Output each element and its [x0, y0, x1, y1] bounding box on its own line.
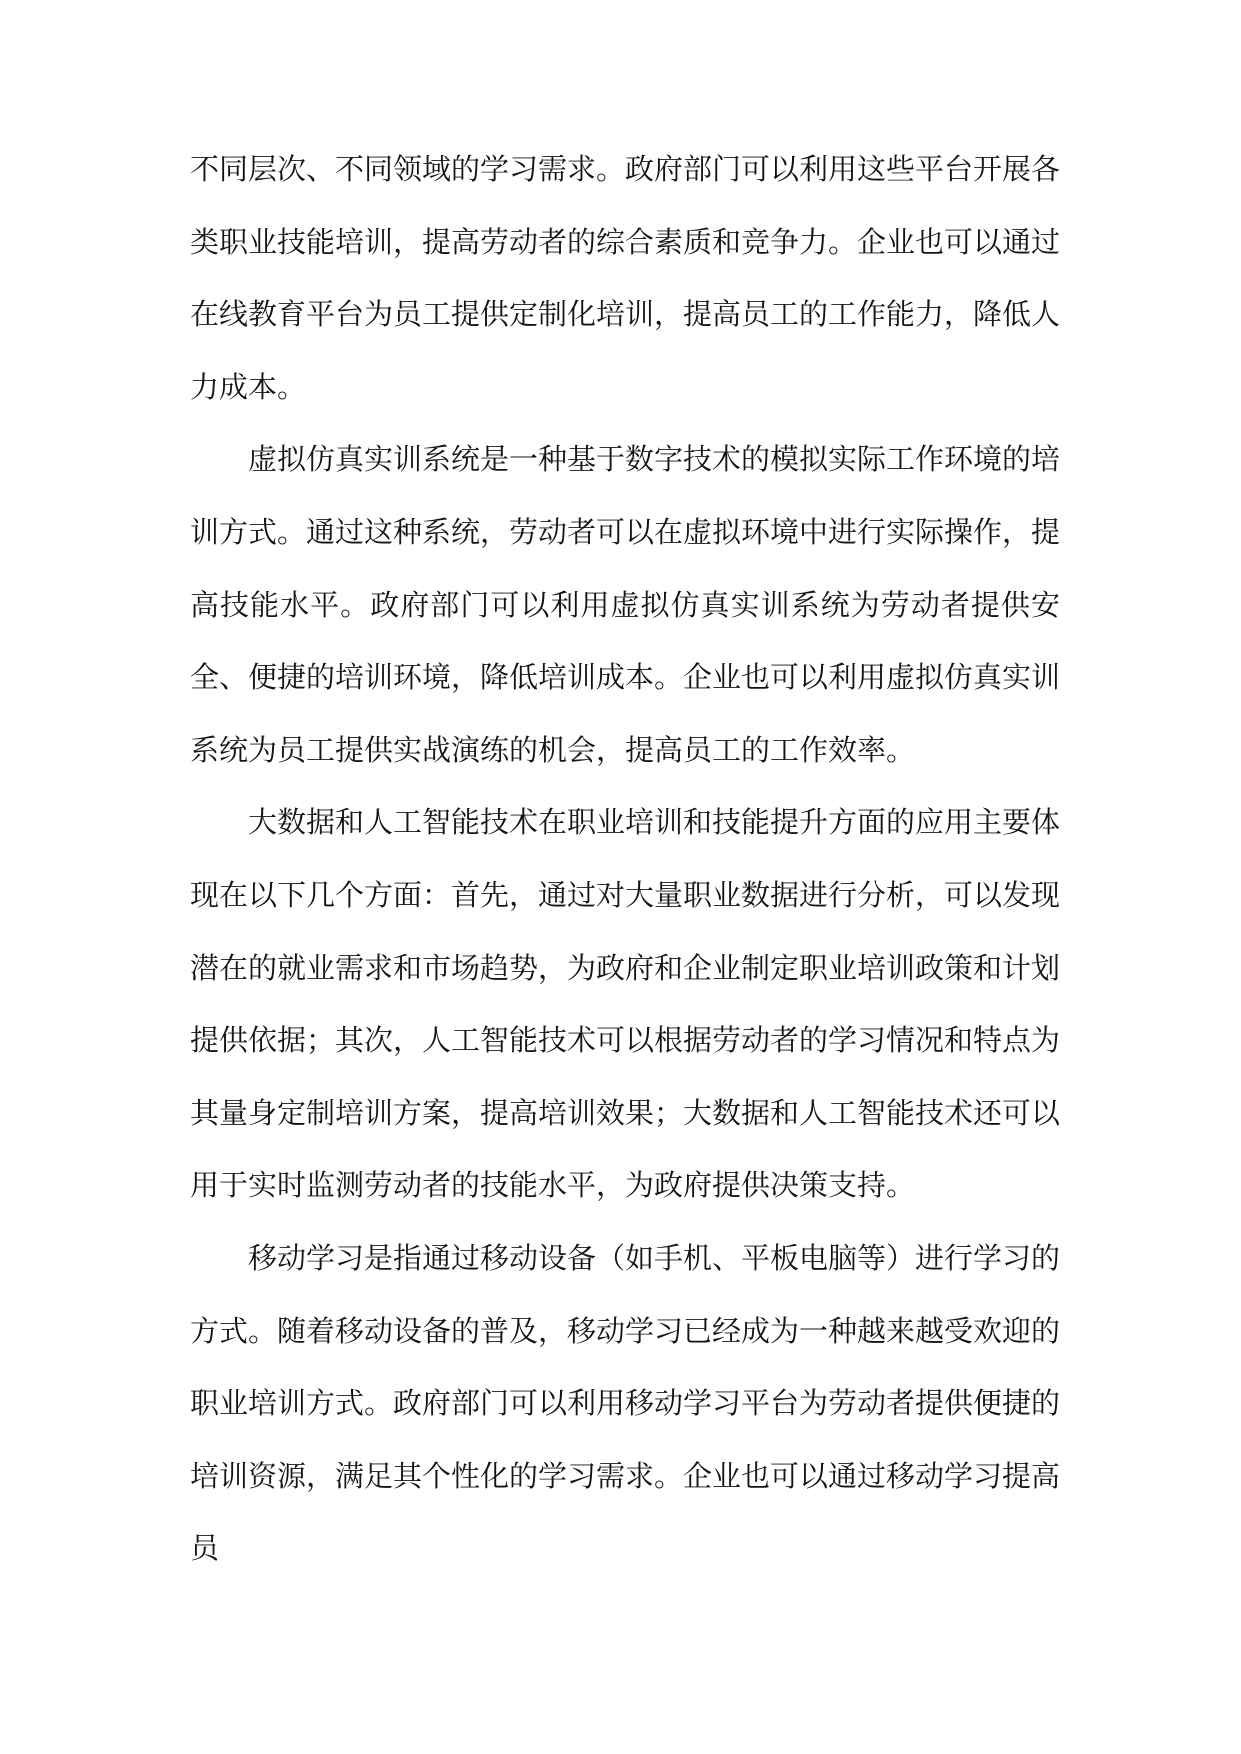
paragraph-online-education-continued: 不同层次、不同领域的学习需求。政府部门可以利用这些平台开展各类职业技能培训，提高劳动者的综合素质和竞争力。企业也可以通过在线教育平台为员工提供定制化培训，提高员工的工作能力，降低人力成本。 — [190, 152, 1061, 404]
paragraph-big-data-ai: 大数据和人工智能技术在职业培训和技能提升方面的应用主要体现在以下几个方面：首先，通过对大量职业数据进行分析，可以发现潜在的就业需求和市场趋势，为政府和企业制定职业培训政策和计划提供依据；其次，人工智能技术可以根据劳动者的学习情况和特点为其量身定制培训方案，提高培训效果；大数据和人工智能技术还可以用于实时监测劳动者的技能水平，为政府提供决策支持。 — [190, 805, 1061, 1203]
paragraph-virtual-simulation: 虚拟仿真实训系统是一种基于数字技术的模拟实际工作环境的培训方式。通过这种系统，劳动者可以在虚拟环境中进行实际操作，提高技能水平。政府部门可以利用虚拟仿真实训系统为劳动者提供安全、便捷的培训环境，降低培训成本。企业也可以利用虚拟仿真实训系统为员工提供实战演练的机会，提高员工的工作效率。 — [190, 442, 1061, 767]
document-page — [190, 133, 1060, 1585]
paragraph-mobile-learning: 移动学习是指通过移动设备（如手机、平板电脑等）进行学习的方式。随着移动设备的普及，移动学习已经成为一种越来越受欢迎的职业培训方式。政府部门可以利用移动学习平台为劳动者提供便捷的培训资源，满足其个性化的学习需求。企业也可以通过移动学习提高员 — [190, 1240, 1061, 1566]
